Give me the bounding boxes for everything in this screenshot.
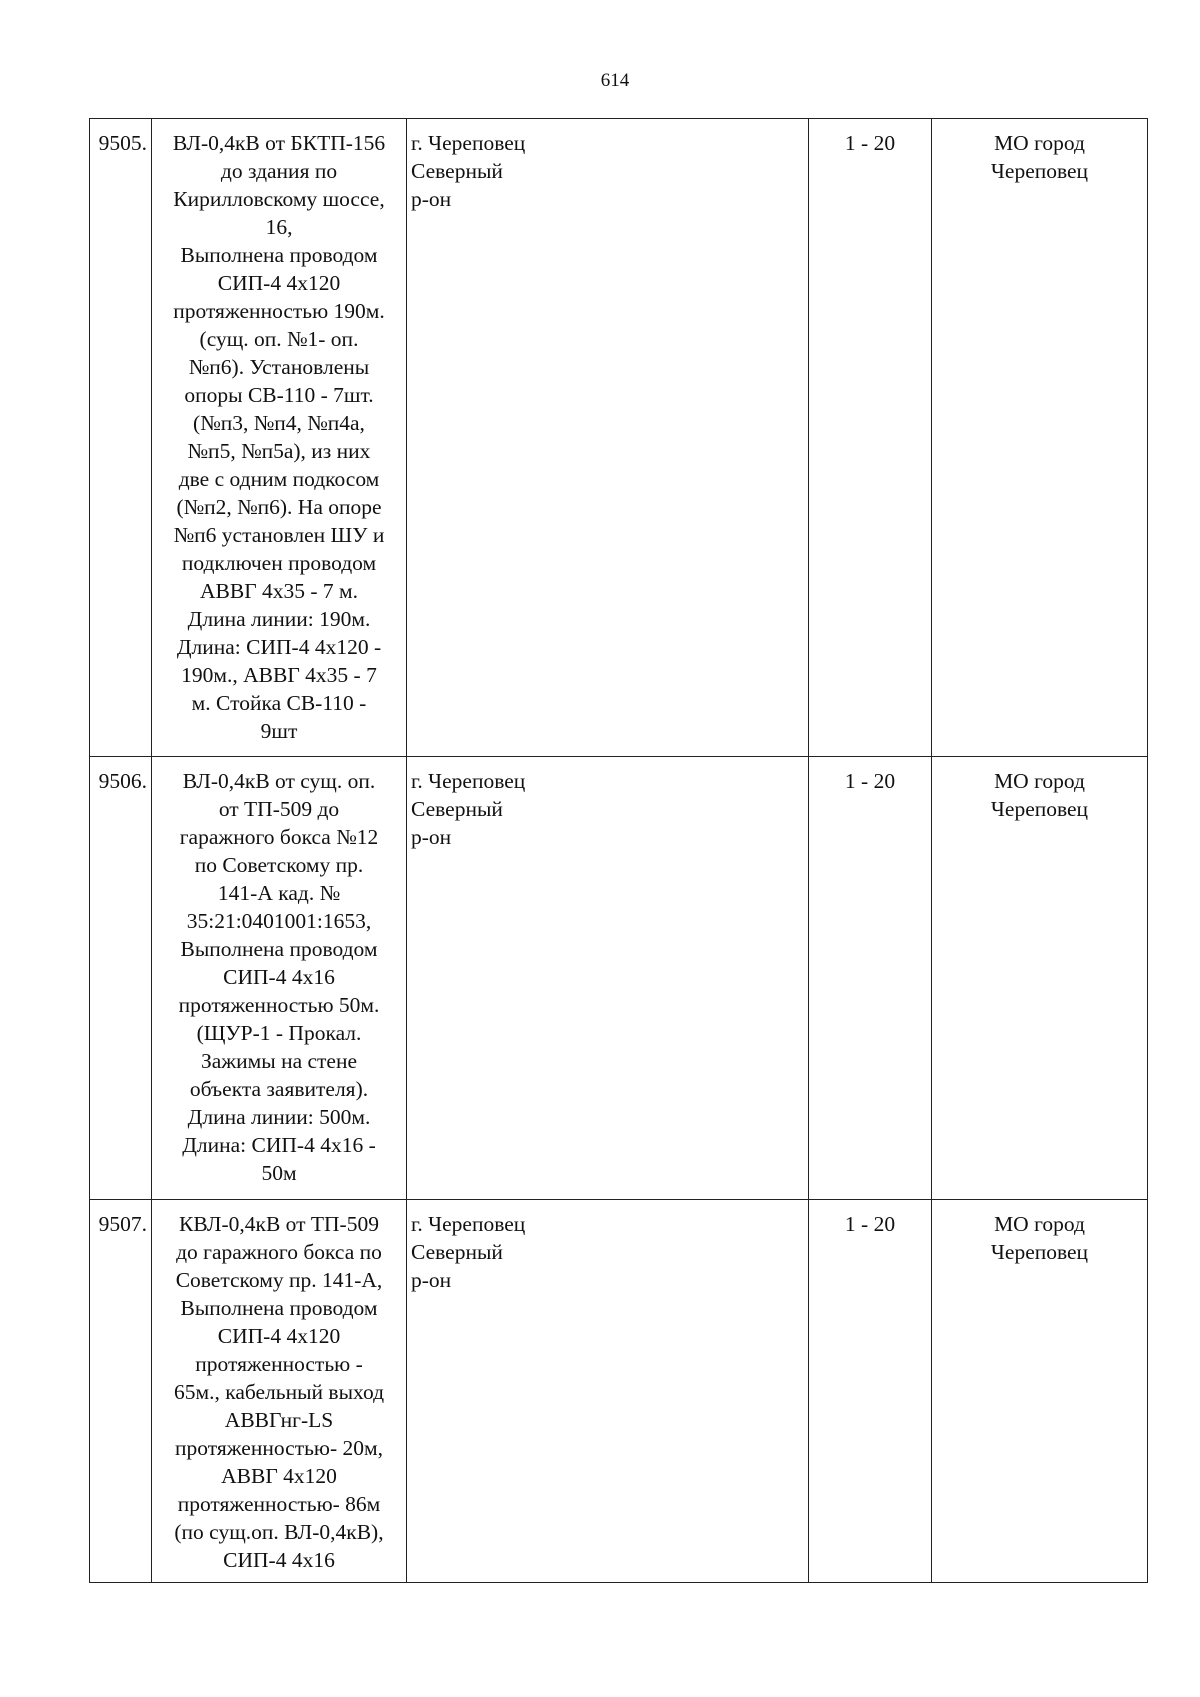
location-district: Северный xyxy=(411,797,503,821)
location-city: г. Череповец xyxy=(411,131,526,155)
row-location xyxy=(407,1200,809,1583)
municipality-line-1: МО город xyxy=(994,131,1085,155)
row-location xyxy=(407,119,809,757)
description-text: ВЛ-0,4кВ от сущ. оп. от ТП-509 до гаражного бокса №12 по Советскому пр. 141-А кад. № 35:21:0401001:1653, Выполнена проводом СИП-4 4х16 протяженностью 50м. (ЩУР-1 - Прокал. Зажимы на стене объекта заявителя). Длина линии: 500м. Длина: СИП-4 4х16 - 50м xyxy=(178,769,380,1185)
municipality-line-1: МО город xyxy=(994,769,1085,793)
municipality-line-2: Череповец xyxy=(990,1240,1089,1264)
location-district-suffix: р-он xyxy=(411,1268,452,1292)
row-municipality xyxy=(932,1200,1148,1583)
row-number: 9506. xyxy=(90,757,152,1200)
table-row xyxy=(90,757,1148,1200)
row-municipality xyxy=(932,757,1148,1200)
description-text: ВЛ-0,4кВ от БКТП-156 до здания по Кирилловскому шоссе, 16, Выполнена проводом СИП-4 4х120 протяженностью 190м. (сущ. оп. №1- оп. №п6). Установлены опоры СВ-110 - 7шт. (№п3, №п4, №п4а, №п5, №п5а), из них две с одним подкосом (№п2, №п6). На опоре №п6 установлен ШУ и подключен проводом АВВГ 4х35 - 7 м. Длина линии: 190м. Длина: СИП-4 4х120 - 190м., АВВГ 4х35 - 7 м. Стойка СВ-110 - 9шт xyxy=(172,131,386,743)
row-location xyxy=(407,757,809,1200)
municipality-line-2: Череповец xyxy=(990,159,1089,183)
row-municipality xyxy=(932,119,1148,757)
location-district: Северный xyxy=(411,159,503,183)
location-district-suffix: р-он xyxy=(411,825,452,849)
row-range: 1 - 20 xyxy=(809,119,932,757)
table-row xyxy=(90,119,1148,757)
municipality-line-2: Череповец xyxy=(990,797,1089,821)
location-city: г. Череповец xyxy=(411,769,526,793)
row-number: 9505. xyxy=(90,119,152,757)
registry-table xyxy=(89,118,1148,1583)
row-number: 9507. xyxy=(90,1200,152,1583)
location-district-suffix: р-он xyxy=(411,187,452,211)
row-description xyxy=(152,1200,407,1583)
location-city: г. Череповец xyxy=(411,1212,526,1236)
row-description xyxy=(152,757,407,1200)
description-text: КВЛ-0,4кВ от ТП-509 до гаражного бокса по Советскому пр. 141-А, Выполнена проводом СИП-4 4х120 протяженностью - 65м., кабельный выход АВВГнг-LS протяженностью- 20м, АВВГ 4х120 протяженностью- 86м (по сущ.оп. ВЛ-0,4кВ), СИП-4 4х16 xyxy=(173,1212,385,1572)
row-description xyxy=(152,119,407,757)
page-number: 614 xyxy=(600,70,630,91)
table-row xyxy=(90,1200,1148,1583)
row-range: 1 - 20 xyxy=(809,1200,932,1583)
row-range: 1 - 20 xyxy=(809,757,932,1200)
municipality-line-1: МО город xyxy=(994,1212,1085,1236)
location-district: Северный xyxy=(411,1240,503,1264)
